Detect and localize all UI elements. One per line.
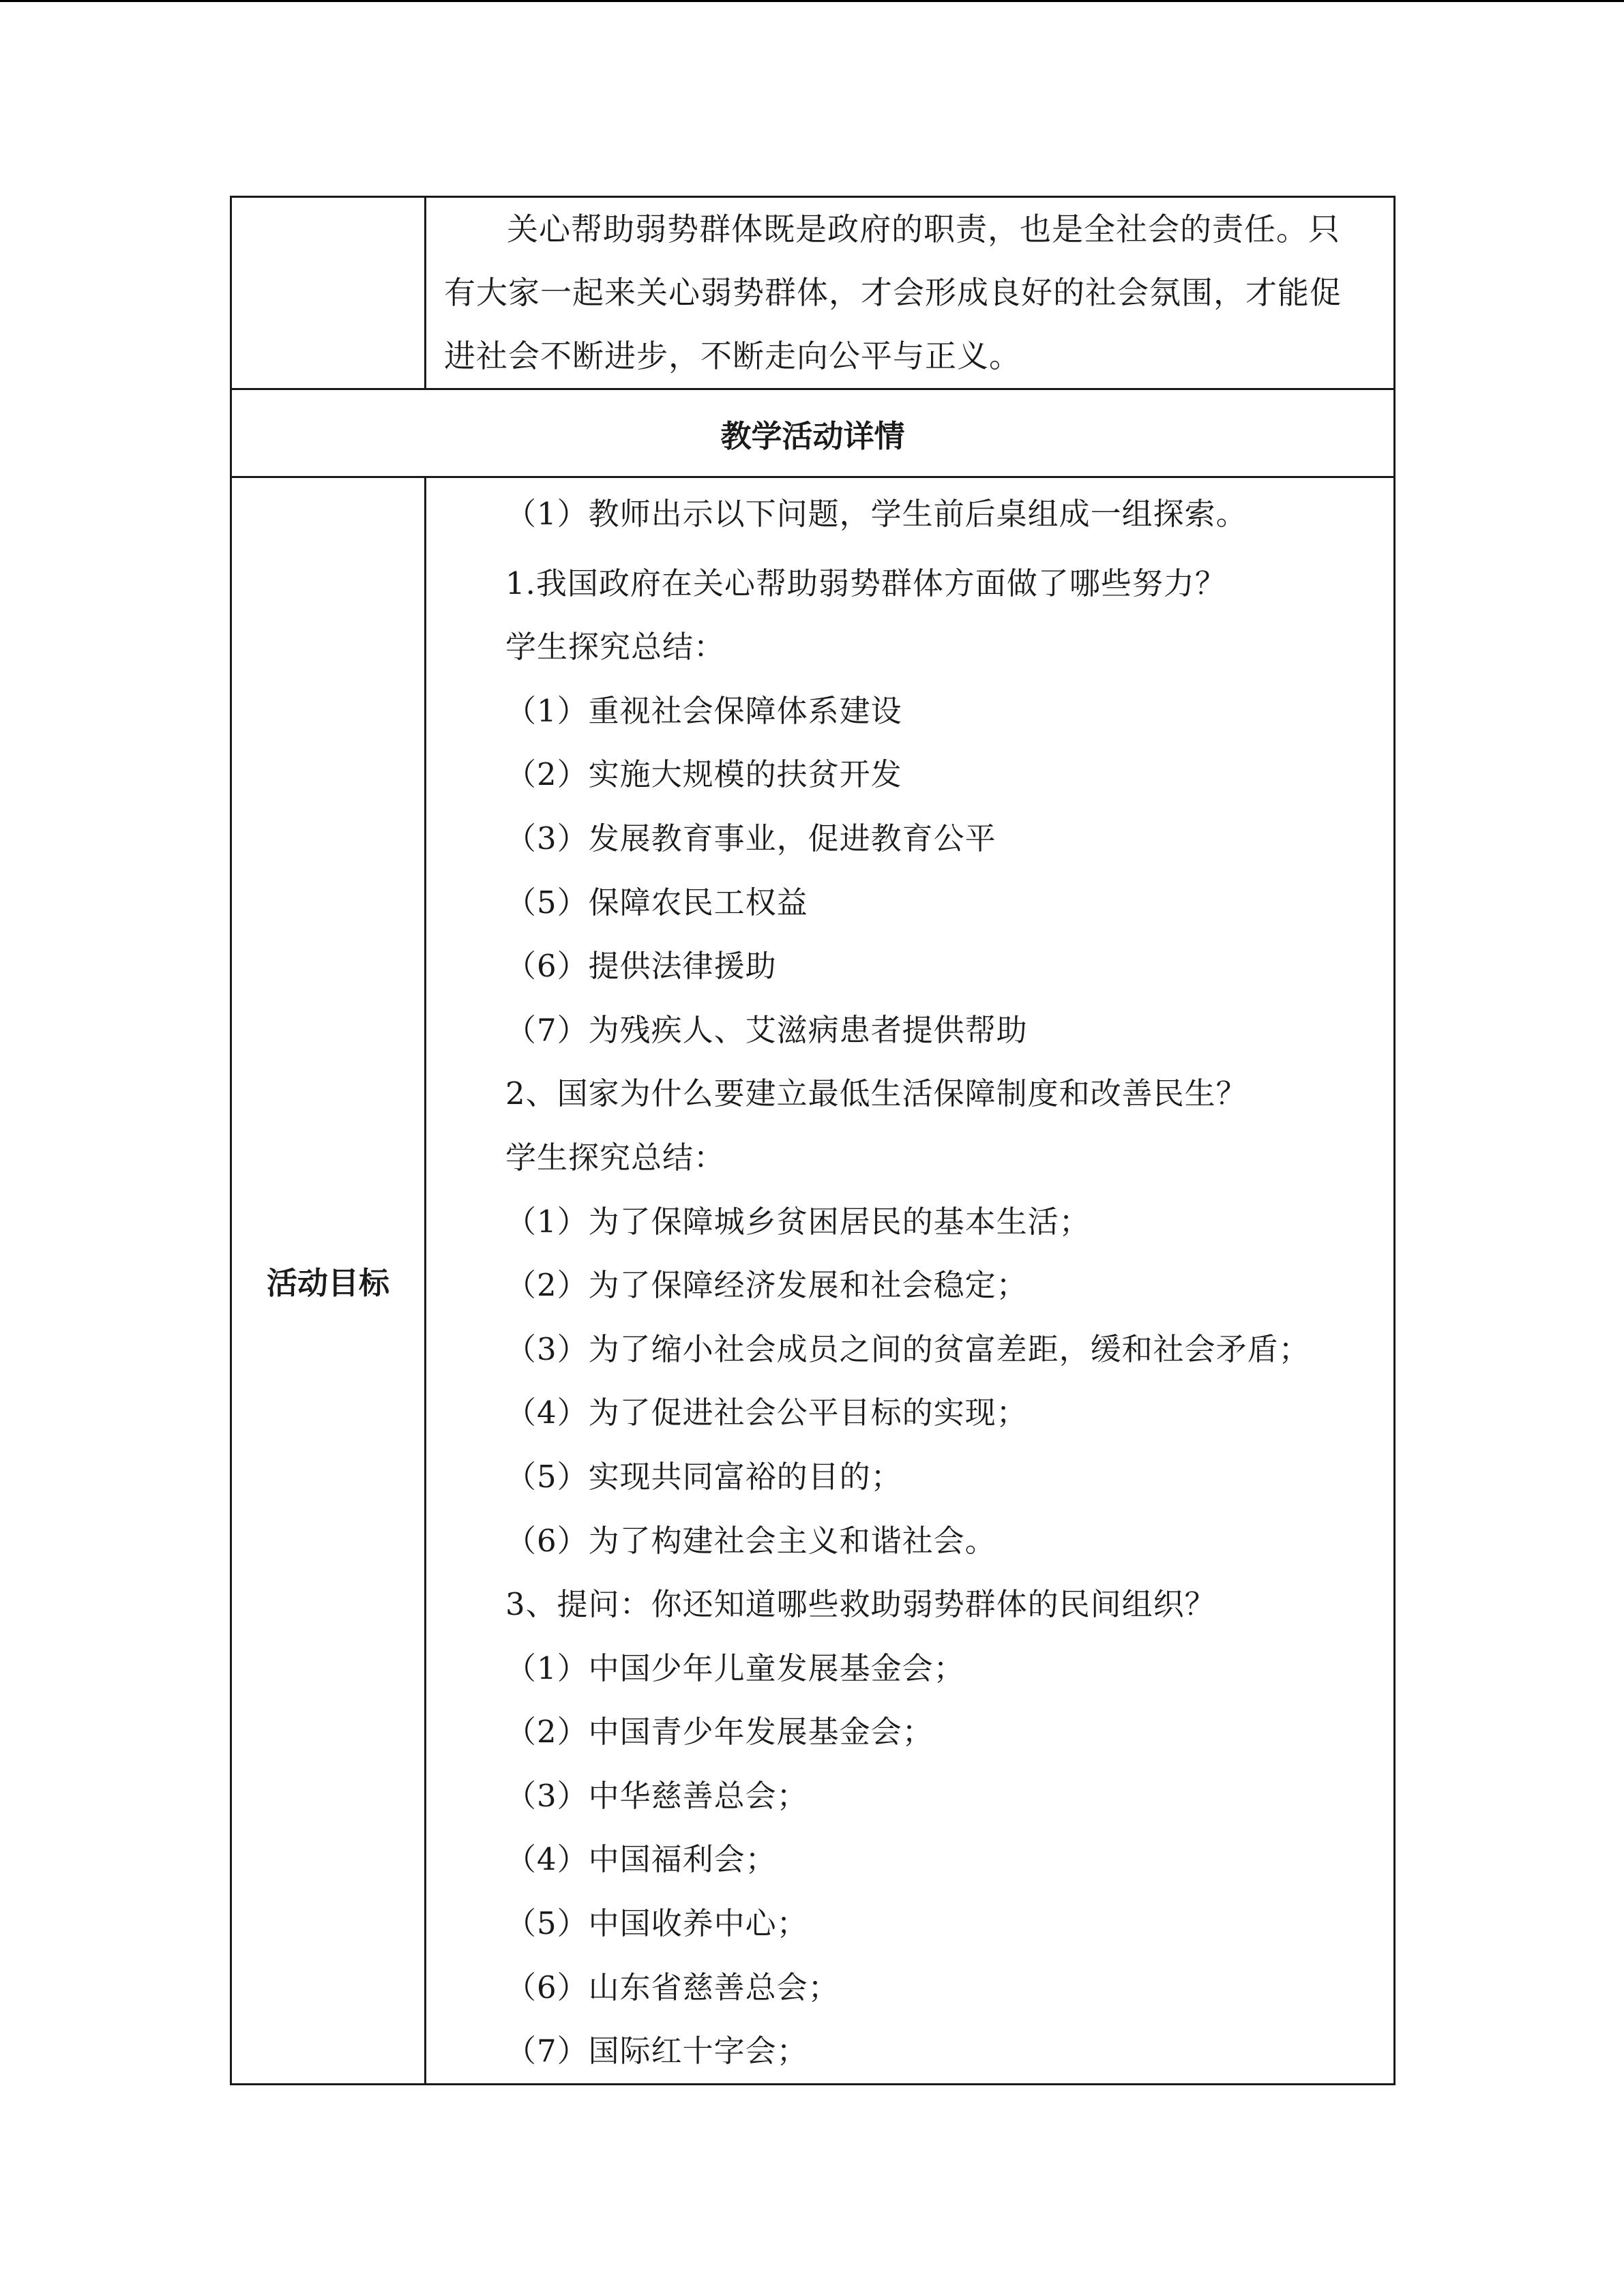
activity-line: （1）教师出示以下问题，学生前后桌组成一组探索。 [505, 496, 1247, 532]
heading-row [231, 389, 1395, 477]
activity-line: （7）为残疾人、艾滋病患者提供帮助 [505, 1011, 1028, 1048]
activity-line: （4）中国福利会； [505, 1841, 777, 1878]
lesson-table [230, 196, 1396, 2085]
activity-line: （1）重视社会保障体系建设 [505, 692, 902, 729]
section-heading: 教学活动详情 [231, 389, 1395, 477]
intro-paragraph: 关心帮助弱势群体既是政府的职责，也是全社会的责任。只有大家一起来关心弱势群体，才会形成良好的社会氛围，才能促进社会不断进步，不断走向公平与正义。 [444, 211, 1342, 374]
activity-line: （1）为了保障城乡贫困居民的基本生活； [505, 1203, 1091, 1240]
activity-line: （1）中国少年儿童发展基金会； [505, 1650, 965, 1686]
activity-content-cell [426, 477, 1395, 2085]
activity-line: （3）为了缩小社会成员之间的贫富差距，缓和社会矛盾； [505, 1330, 1310, 1367]
intro-content-cell [426, 197, 1395, 389]
activity-line: （5）实现共同富裕的目的； [505, 1458, 902, 1495]
intro-row [231, 197, 1395, 389]
activity-line: 3、提问：你还知道哪些救助弱势群体的民间组织？ [505, 1586, 1216, 1623]
activity-line: （3）中华慈善总会； [505, 1777, 808, 1814]
activity-line: （2）实施大规模的扶贫开发 [505, 756, 902, 793]
intro-label-cell [231, 197, 426, 389]
activity-line: （6）提供法律援助 [505, 948, 777, 985]
activity-line: （3）发展教育事业，促进教育公平 [505, 820, 996, 856]
activity-line: （2）中国青少年发展基金会； [505, 1714, 934, 1750]
activity-line: 学生探究总结： [505, 1139, 726, 1176]
activity-line: （7）国际红十字会； [505, 2033, 808, 2070]
page-top-border [0, 0, 1624, 2]
activity-line: （5）保障农民工权益 [505, 884, 808, 921]
activity-line: （4）为了促进社会公平目标的实现； [505, 1395, 1028, 1431]
activity-goal-label: 活动目标 [231, 477, 426, 2085]
activity-line: 1.我国政府在关心帮助弱势群体方面做了哪些努力？ [505, 565, 1226, 601]
activity-line: （2）为了保障经济发展和社会稳定； [505, 1267, 1028, 1304]
activity-line: 学生探究总结： [505, 629, 726, 666]
activity-line: （6）为了构建社会主义和谐社会。 [505, 1522, 996, 1559]
activity-row [231, 477, 1395, 2085]
activity-line: （6）山东省慈善总会； [505, 1969, 840, 2006]
activity-line: （5）中国收养中心； [505, 1905, 808, 1942]
activity-line: 2、国家为什么要建立最低生活保障制度和改善民生？ [505, 1075, 1247, 1112]
